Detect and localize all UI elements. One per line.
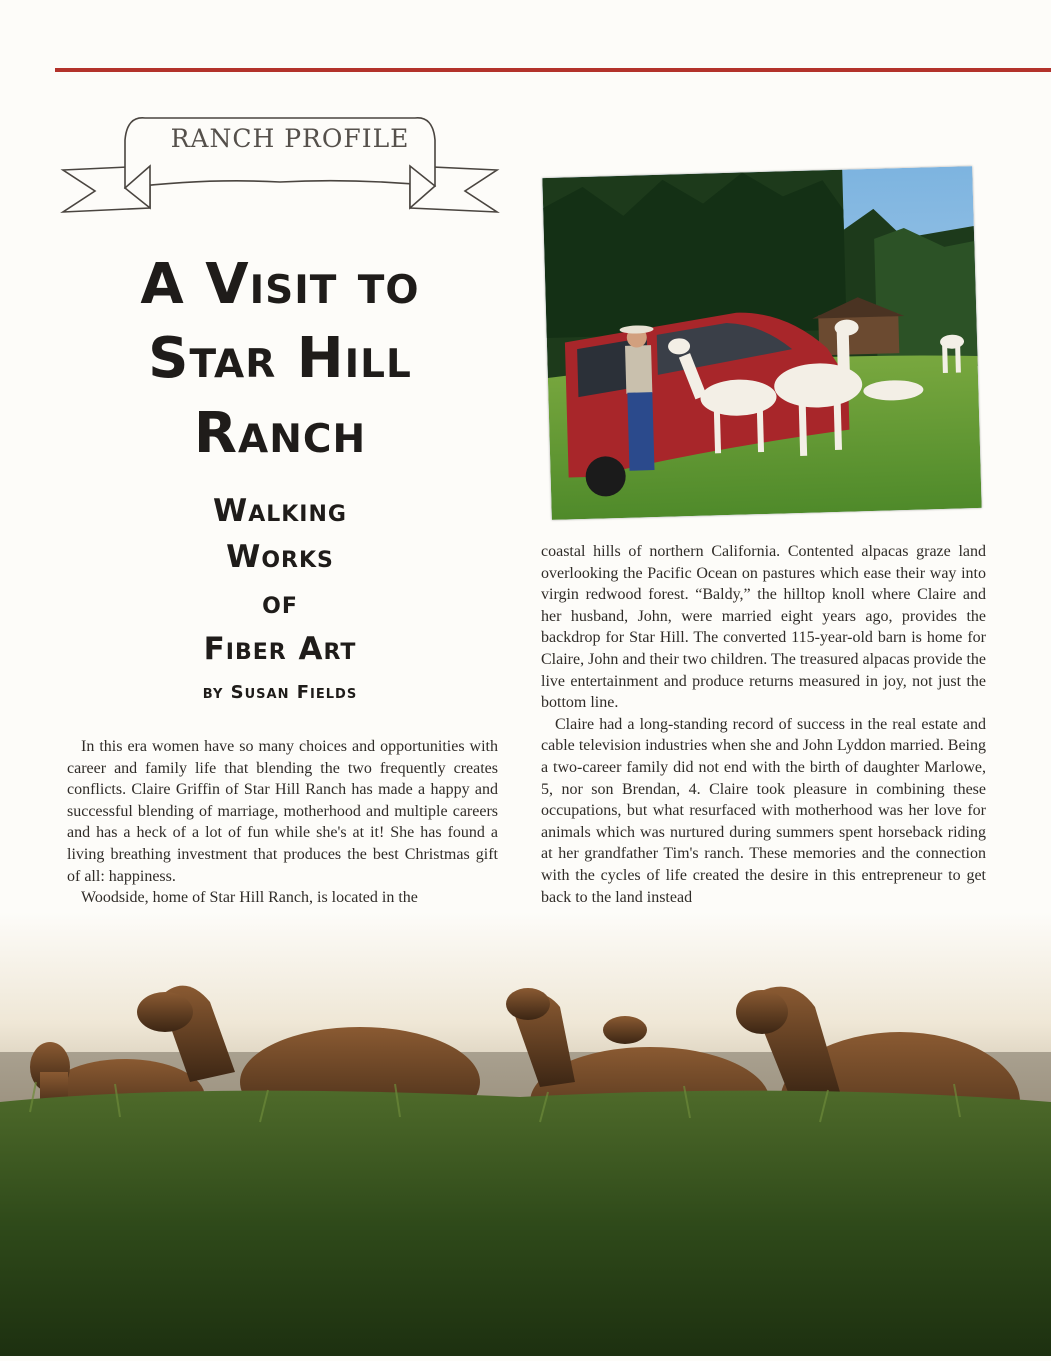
byline: by Susan Fields (202, 682, 358, 703)
subhead-line: Fiber Art (203, 631, 357, 667)
section-banner (55, 108, 505, 218)
ranch-photo-image (542, 166, 981, 520)
subhead-line: Walking (213, 493, 347, 529)
headline-line: A Visit to (140, 252, 420, 317)
header-rule (55, 68, 1051, 72)
headline-line: Star Hill (148, 326, 412, 392)
subhead-line: of (262, 585, 298, 621)
section-label: RANCH PROFILE (170, 124, 410, 153)
headline-line: Ranch (193, 400, 367, 466)
paragraph: In this era women have so many choices and opportunities with career and family life that blending the two frequently creates conflicts. Claire Griffin of Star Hill Ranch has made a happy and successful blending of marriage, motherhood and multiple careers and has a heck of a lot of fun while she's at it! She has found a living breathing investment that produces the best Christmas gift of all: happiness. (67, 738, 498, 885)
right-column (541, 541, 986, 908)
alpaca-herd-photo (0, 912, 1051, 1356)
paragraph: coastal hills of northern California. Contented alpacas graze land overlooking the Pacific Ocean on pastures which ease their way into virgin redwood forest. “Baldy,” the hilltop knoll where Claire and her husband, John, were married eight years ago, provides the backdrop for Star Hill. The converted 115-year-old barn is home for Claire, John and their two children. The treasured alpacas provide the live entertainment and produce returns measured in joy, not just the bottom line. (541, 543, 986, 712)
paragraph: Woodside, home of Star Hill Ranch, is located in the (81, 889, 418, 907)
subhead-line: Works (226, 539, 334, 575)
article-subhead (120, 488, 440, 672)
paragraph: Claire had a long-standing record of success in the real estate and cable television industries when she and John Lyddon married. Being a two-career family did not end with the birth of daughter Marlowe, 5, nor son Brendan, 4. Claire took pleasure in combining these occupations, but what resurfaced with motherhood was her love for animals which was nurtured during summers spent horseback riding at her grandfather Tim's ranch. These memories and the connection with the cycles of life created the desire in this entrepreneur to get back to the land instead (541, 715, 986, 906)
article-headline (60, 248, 500, 471)
alpaca-herd-image (0, 912, 1051, 1356)
ranch-photo (542, 166, 981, 520)
left-column (67, 736, 498, 909)
